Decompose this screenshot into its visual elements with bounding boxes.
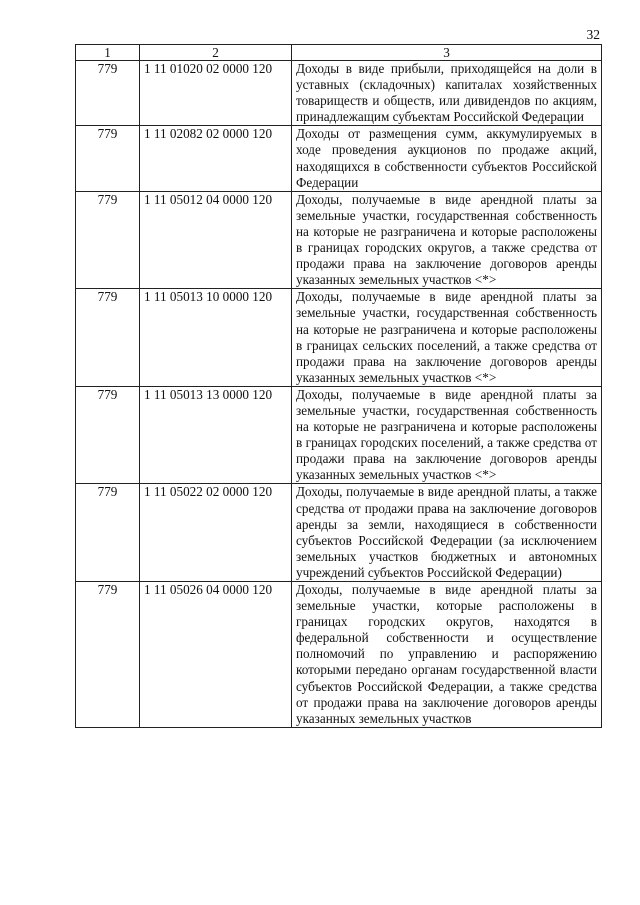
table-row bbox=[76, 484, 602, 582]
table-header-row bbox=[76, 45, 602, 61]
column-header-3: 3 bbox=[292, 45, 602, 61]
description-cell: Доходы, получаемые в виде арендной платы за земельные участки, государственная собственность на которые не разграничена и которые расположены в границах городских поселений, а также средства от продажи права на заключение договоров аренды указанных земельных участков <*> bbox=[292, 386, 602, 484]
description-cell: Доходы, получаемые в виде арендной платы за земельные участки, государственная собственность на которые не разграничена и которые расположены в границах сельских поселений, а также средства от продажи права на заключение договоров аренды указанных земельных участков <*> bbox=[292, 289, 602, 387]
classification-code-cell: 1 11 05013 13 0000 120 bbox=[140, 386, 292, 484]
admin-code-cell: 779 bbox=[76, 289, 140, 387]
table-row bbox=[76, 61, 602, 126]
description-cell: Доходы, получаемые в виде арендной платы за земельные участки, которые расположены в границах городских округов, находятся в федеральной собственности и осуществление полномочий по управлению и распоряжению которыми передано органам государственной власти субъектов Российской Федерации, а также средства от продажи права на заключение договоров аренды указанных земельных участков bbox=[292, 582, 602, 728]
classification-code-cell: 1 11 05022 02 0000 120 bbox=[140, 484, 292, 582]
admin-code-cell: 779 bbox=[76, 61, 140, 126]
table-row bbox=[76, 582, 602, 728]
classification-code-cell: 1 11 01020 02 0000 120 bbox=[140, 61, 292, 126]
admin-code-cell: 779 bbox=[76, 582, 140, 728]
description-cell: Доходы в виде прибыли, приходящейся на доли в уставных (складочных) капиталах хозяйственных товариществ и обществ, или дивидендов по акциям, принадлежащим субъектам Российской Федерации bbox=[292, 61, 602, 126]
description-cell: Доходы, получаемые в виде арендной платы, а также средства от продажи права на заключение договоров аренды за земли, находящиеся в собственности субъектов Российской Федерации (за исключением земельных участков бюджетных и автономных учреждений субъектов Российской Федерации) bbox=[292, 484, 602, 582]
admin-code-cell: 779 bbox=[76, 484, 140, 582]
description-cell: Доходы, получаемые в виде арендной платы за земельные участки, государственная собственность на которые не разграничена и которые расположены в границах городских округов, а также средства от продажи права на заключение договоров аренды указанных земельных участков <*> bbox=[292, 191, 602, 289]
column-header-2: 2 bbox=[140, 45, 292, 61]
table-row bbox=[76, 126, 602, 191]
admin-code-cell: 779 bbox=[76, 191, 140, 289]
admin-code-cell: 779 bbox=[76, 126, 140, 191]
classification-code-cell: 1 11 05013 10 0000 120 bbox=[140, 289, 292, 387]
classification-code-cell: 1 11 02082 02 0000 120 bbox=[140, 126, 292, 191]
classification-code-cell: 1 11 05026 04 0000 120 bbox=[140, 582, 292, 728]
column-header-1: 1 bbox=[76, 45, 140, 61]
table-row bbox=[76, 289, 602, 387]
page-number: 32 bbox=[586, 27, 600, 42]
table-row bbox=[76, 191, 602, 289]
description-cell: Доходы от размещения сумм, аккумулируемых в ходе проведения аукционов по продаже акций, находящихся в собственности субъектов Российской Федерации bbox=[292, 126, 602, 191]
table-row bbox=[76, 386, 602, 484]
admin-code-cell: 779 bbox=[76, 386, 140, 484]
classification-code-cell: 1 11 05012 04 0000 120 bbox=[140, 191, 292, 289]
revenue-table bbox=[75, 44, 602, 728]
